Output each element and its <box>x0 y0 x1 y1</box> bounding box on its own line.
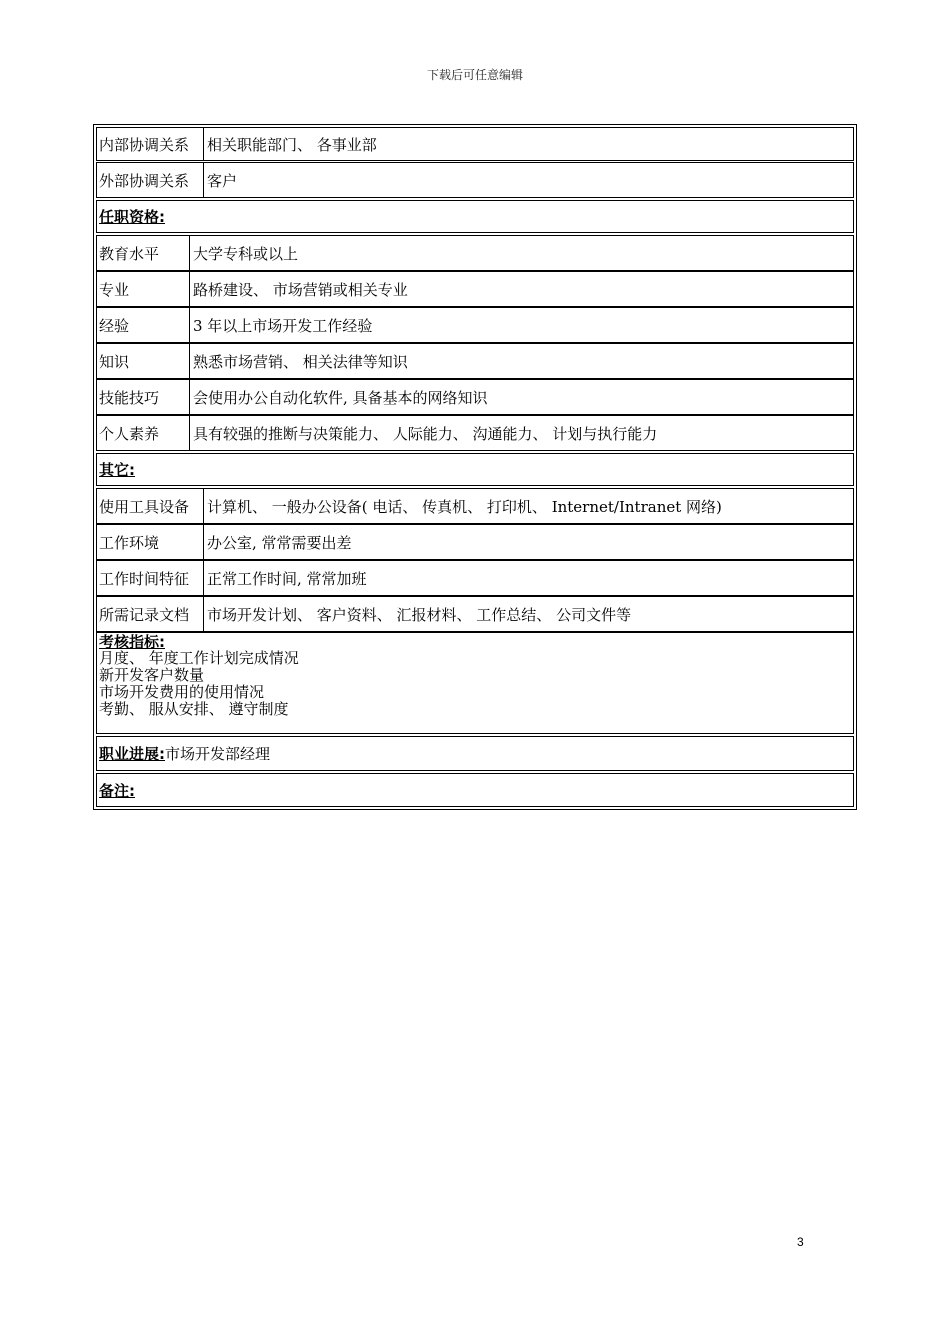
list-item: 月度、 年度工作计划完成情况 <box>99 649 299 667</box>
external-coordination-label: 外部协调关系 <box>99 171 190 190</box>
work-environment-label: 工作环境 <box>99 533 160 552</box>
kpi-list <box>99 650 299 718</box>
row-work-environment <box>96 524 854 560</box>
row-external-coordination <box>96 162 854 198</box>
row-kpi <box>96 632 854 734</box>
experience-label: 经验 <box>99 316 130 335</box>
row-other-heading <box>96 453 854 486</box>
row-personal-qualities <box>96 415 854 451</box>
career-heading-wrap <box>99 737 270 770</box>
documents-label: 所需记录文档 <box>99 605 190 624</box>
knowledge-label: 知识 <box>99 352 130 371</box>
kpi-heading: 考核指标: <box>99 633 165 651</box>
work-environment-value: 办公室, 常常需要出差 <box>203 525 853 559</box>
list-item: 考勤、 服从安排、 遵守制度 <box>99 700 289 718</box>
internal-coordination-value: 相关职能部门、 各事业部 <box>203 128 853 160</box>
work-hours-value: 正常工作时间, 常常加班 <box>203 561 853 595</box>
row-experience <box>96 307 854 343</box>
personal-qualities-value: 具有较强的推断与决策能力、 人际能力、 沟通能力、 计划与执行能力 <box>189 416 853 450</box>
external-coordination-value: 客户 <box>203 163 853 197</box>
major-label: 专业 <box>99 280 130 299</box>
row-education <box>96 235 854 271</box>
skills-label: 技能技巧 <box>99 388 160 407</box>
knowledge-value: 熟悉市场营销、 相关法律等知识 <box>189 344 853 378</box>
row-major <box>96 271 854 307</box>
page-header: 下载后可任意编辑 <box>426 68 523 82</box>
row-qualifications-heading <box>96 200 854 233</box>
tools-value: 计算机、 一般办公设备( 电话、 传真机、 打印机、 Internet/Intranet 网络) <box>203 489 853 523</box>
skills-value: 会使用办公自动化软件, 具备基本的网络知识 <box>189 380 853 414</box>
career-heading: 职业进展: <box>99 745 165 763</box>
row-remarks <box>96 773 854 807</box>
row-work-hours <box>96 560 854 596</box>
row-tools <box>96 488 854 524</box>
work-hours-label: 工作时间特征 <box>99 569 190 588</box>
documents-value: 市场开发计划、 客户资料、 汇报材料、 工作总结、 公司文件等 <box>203 597 853 631</box>
experience-value: 3 年以上市场开发工作经验 <box>189 308 853 342</box>
page-number: 3 <box>797 1235 804 1249</box>
personal-qualities-label: 个人素养 <box>99 424 160 443</box>
list-item: 新开发客户数量 <box>99 666 205 684</box>
row-internal-coordination <box>96 127 854 161</box>
education-value: 大学专科或以上 <box>189 236 853 270</box>
internal-coordination-label: 内部协调关系 <box>99 135 190 154</box>
row-skills <box>96 379 854 415</box>
education-label: 教育水平 <box>99 244 160 263</box>
other-heading: 其它: <box>99 461 135 479</box>
major-value: 路桥建设、 市场营销或相关专业 <box>189 272 853 306</box>
qualifications-heading: 任职资格: <box>99 208 165 226</box>
tools-label: 使用工具设备 <box>99 497 190 516</box>
row-documents <box>96 596 854 632</box>
row-knowledge <box>96 343 854 379</box>
list-item: 市场开发费用的使用情况 <box>99 683 265 701</box>
career-value: 市场开发部经理 <box>165 745 271 763</box>
job-description-table <box>93 124 857 810</box>
remarks-heading: 备注: <box>99 781 135 800</box>
row-career <box>96 736 854 771</box>
